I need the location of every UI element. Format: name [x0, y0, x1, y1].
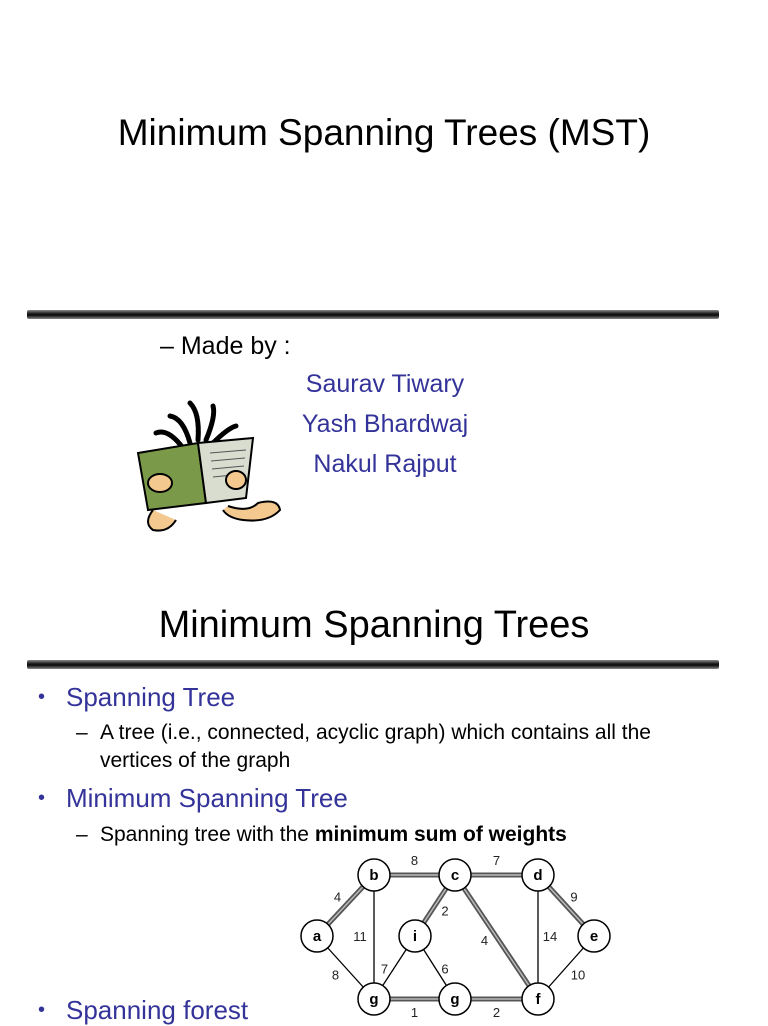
edge-weight-label: 14 [542, 929, 558, 944]
bullet-spanning-tree: Spanning Tree [66, 682, 236, 712]
slide-title: Minimum Spanning Trees (MST) [117, 112, 651, 153]
dash-marker: – [76, 823, 88, 846]
weighted-graph-diagram [290, 848, 630, 1024]
sub-bullet-definition: A tree (i.e., connected, acyclic graph) which contains all the vertices of the graph [100, 721, 651, 772]
graph-node-label: g [450, 991, 460, 1008]
author-name: Saurav Tiwary [305, 370, 465, 398]
bullet-marker: • [38, 787, 46, 809]
bullet-spanning-forest: Spanning forest [66, 995, 249, 1025]
sub-bullet-emphasis: minimum sum of weights [314, 823, 567, 846]
graph-node-label: f [535, 991, 541, 1008]
bullet-marker: • [38, 686, 46, 708]
graph-node-label: e [589, 928, 599, 945]
edge-weight-label: 9 [570, 889, 578, 905]
edge-weight-label: 2 [441, 903, 449, 919]
author-name: Yash Bhardwaj [301, 410, 469, 438]
made-by-label: – Made by : [160, 332, 291, 360]
bullet-marker: • [38, 999, 46, 1021]
sub-bullet-text: Spanning tree with the [100, 823, 315, 846]
bullet-minimum-spanning-tree: Minimum Spanning Tree [66, 783, 348, 813]
graph-node-label: i [412, 928, 418, 945]
title-divider [27, 660, 719, 669]
title-divider [27, 310, 719, 319]
edge-weight-label: 8 [410, 853, 419, 868]
graph-node-label: a [312, 928, 322, 945]
reading-book-cartoon-icon [128, 398, 288, 543]
edge-weight-label: 1 [410, 1005, 419, 1020]
graph-edge-tree-inner [455, 875, 538, 999]
edge-weight-label: 4 [333, 889, 342, 905]
edge-weight-label: 8 [331, 967, 340, 983]
graph-node-label: d [533, 867, 543, 884]
edge-weight-label: 6 [441, 961, 449, 977]
dash-marker: – [76, 721, 88, 744]
edge-weight-label: 7 [492, 853, 501, 868]
edge-weight-label: 11 [353, 929, 367, 944]
edge-weight-label: 7 [380, 961, 389, 977]
edge-weight-label: 4 [480, 933, 489, 948]
graph-node-label: b [369, 867, 379, 884]
author-name: Nakul Rajput [313, 450, 457, 478]
slide-title: Minimum Spanning Trees [158, 604, 590, 646]
graph-node-label: g [369, 991, 379, 1008]
graph-node-label: c [450, 867, 460, 884]
edge-weight-label: 2 [492, 1005, 501, 1020]
edge-weight-label: 10 [570, 967, 586, 983]
sub-bullet-definition [100, 821, 720, 849]
